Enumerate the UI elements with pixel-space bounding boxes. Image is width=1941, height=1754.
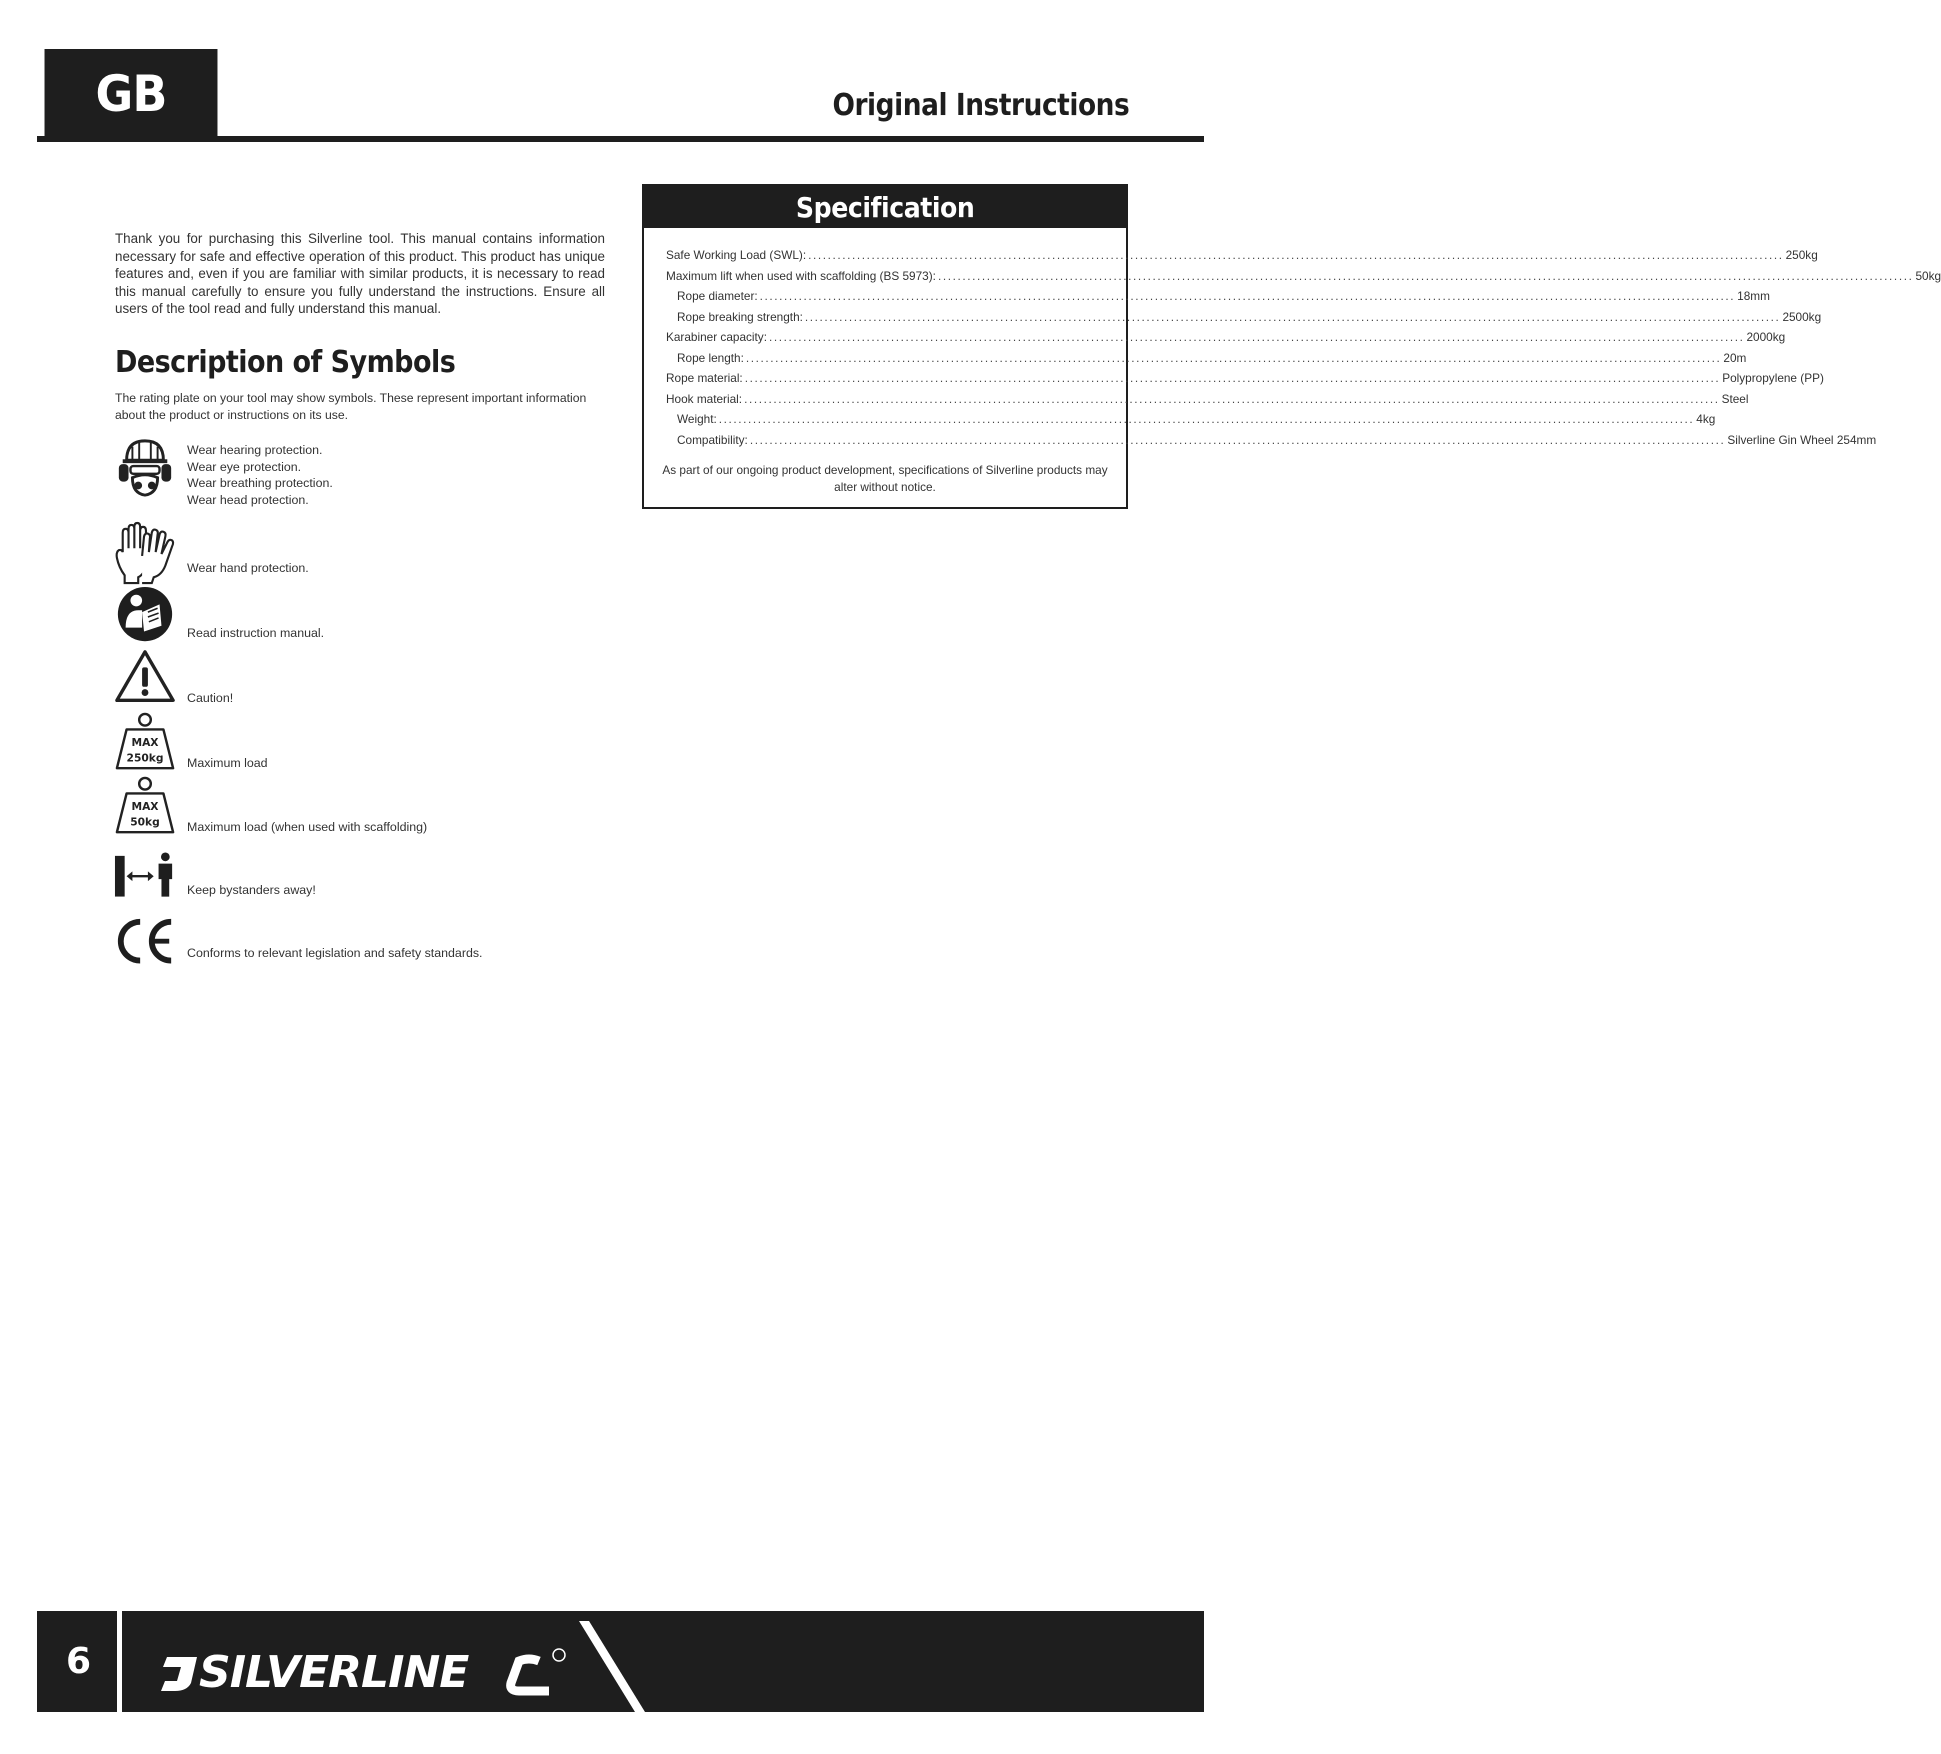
spec-value: 20m <box>1723 350 1747 365</box>
spec-leader-dots: ........................................................................................................................................................................................................ <box>768 330 1745 344</box>
spec-row <box>666 309 1822 331</box>
symbol-description: Keep bystanders away! <box>187 883 316 897</box>
specification-panel <box>642 184 1941 509</box>
spec-row <box>666 289 1770 310</box>
bystanders-icon <box>112 852 178 914</box>
spec-leader-dots: ........................................................................................................................................................................................................ <box>937 268 1914 283</box>
spec-label: Hook material: <box>666 391 743 406</box>
symbols-section-intro: The rating plate on your tool may show symbols. These represent important information about the product or instructions on its use. <box>115 391 587 422</box>
spec-row <box>666 412 1716 433</box>
ppe-head-icon <box>112 437 178 499</box>
spec-label: Karabiner capacity: <box>666 330 767 344</box>
spec-leader-dots: ........................................................................................................................................................................................................ <box>745 350 1722 365</box>
symbol-description: Wear hand protection. <box>187 561 309 575</box>
spec-row <box>666 248 1818 269</box>
symbol-description: Wear head protection. <box>187 492 309 507</box>
spec-leader-dots: ........................................................................................................................................................................................................ <box>759 289 1736 303</box>
spec-value: 4kg <box>1696 412 1716 426</box>
symbol-description: Maximum load <box>187 756 268 770</box>
gloves-icon <box>112 523 178 585</box>
spec-leader-dots: ........................................................................................................................................................................................................ <box>744 391 1720 406</box>
spec-value: 250kg <box>1785 248 1818 262</box>
symbol-description: Read instruction manual. <box>187 626 325 640</box>
symbol-item <box>112 776 632 836</box>
symbol-item <box>112 437 632 507</box>
max-load-icon <box>112 712 178 774</box>
max-load-icon <box>112 776 178 838</box>
spec-leader-dots: ........................................................................................................................................................................................................ <box>718 412 1695 426</box>
spec-leader-dots: ........................................................................................................................................................................................................ <box>808 248 1784 262</box>
max-load-label: MAX <box>131 735 159 749</box>
spec-leader-dots: ........................................................................................................................................................................................................ <box>749 432 1726 447</box>
symbol-item <box>112 648 632 708</box>
spec-leader-dots: ........................................................................................................................................................................................................ <box>804 309 1781 324</box>
footer-divider <box>117 1611 122 1712</box>
specification-title: Specification <box>795 190 975 224</box>
spec-label: Maximum lift when used with scaffolding (BS 5973): <box>666 268 936 283</box>
symbol-description: Caution! <box>187 691 234 705</box>
spec-row <box>666 268 1941 290</box>
language-badge <box>45 49 218 139</box>
page-footer <box>37 1611 1204 1712</box>
spec-leader-dots: ........................................................................................................................................................................................................ <box>744 371 1721 385</box>
spec-label: Rope material: <box>666 371 743 385</box>
symbol-item <box>112 712 632 772</box>
spec-row <box>666 330 1786 351</box>
symbol-item <box>112 916 632 976</box>
spec-label: Compatibility: <box>677 432 748 447</box>
spec-label: Weight: <box>677 412 717 426</box>
spec-value: 2500kg <box>1782 309 1822 324</box>
specification-list <box>666 248 1941 453</box>
page-header-title: Original Instructions <box>832 88 1129 123</box>
spec-row <box>666 371 1824 392</box>
spec-row <box>666 350 1747 372</box>
spec-label: Rope length: <box>677 350 744 365</box>
spec-row <box>666 391 1749 413</box>
page-number: 6 <box>66 1641 92 1682</box>
symbol-description: Conforms to relevant legislation and safety standards. <box>187 946 483 960</box>
max-load-label: MAX <box>131 799 159 813</box>
symbol-description: Wear eye protection. <box>187 459 302 474</box>
language-code: GB <box>95 65 167 123</box>
specification-note: As part of our ongoing product development, specifications of Silverline products may alter without notice. <box>662 463 1108 494</box>
symbol-item <box>112 852 632 912</box>
header-divider <box>37 136 1204 142</box>
specification-header <box>644 186 1126 228</box>
spec-row <box>666 432 1877 454</box>
read-manual-icon <box>112 585 178 647</box>
symbol-item <box>112 523 632 583</box>
symbol-description: Wear hearing protection. <box>187 443 323 457</box>
silverline-logo <box>157 1621 657 1712</box>
spec-label: Rope breaking strength: <box>677 309 803 324</box>
spec-label: Safe Working Load (SWL): <box>666 248 807 262</box>
ce-mark-icon <box>112 916 178 978</box>
max-load-value: 50kg <box>130 815 160 829</box>
spec-value: Steel <box>1721 391 1749 406</box>
spec-value: 2000kg <box>1746 330 1786 344</box>
symbol-description: Wear breathing protection. <box>187 476 333 490</box>
spec-value: Silverline Gin Wheel 254mm <box>1727 432 1877 447</box>
symbol-item <box>112 585 632 645</box>
spec-label: Rope diameter: <box>677 289 758 303</box>
spec-value: 50kg <box>1915 268 1941 283</box>
spec-value: Polypropylene (PP) <box>1722 371 1824 385</box>
intro-paragraph: Thank you for purchasing this Silverline tool. This manual contains information necessary for safe and effective operation of this product. This product has unique features and, even if you are familiar with similar products, it is necessary to read this manual carefully to ensure you fully understand the instructions. Ensure all users of the tool read and fully understand this manual. <box>115 231 605 316</box>
symbols-section-title: Description of Symbols <box>115 345 456 380</box>
caution-icon <box>112 648 178 710</box>
max-load-value: 250kg <box>126 751 164 765</box>
brand-wordmark: SILVERLINE <box>199 1647 469 1698</box>
spec-value: 18mm <box>1737 289 1770 303</box>
symbol-description: Maximum load (when used with scaffolding) <box>187 820 428 834</box>
